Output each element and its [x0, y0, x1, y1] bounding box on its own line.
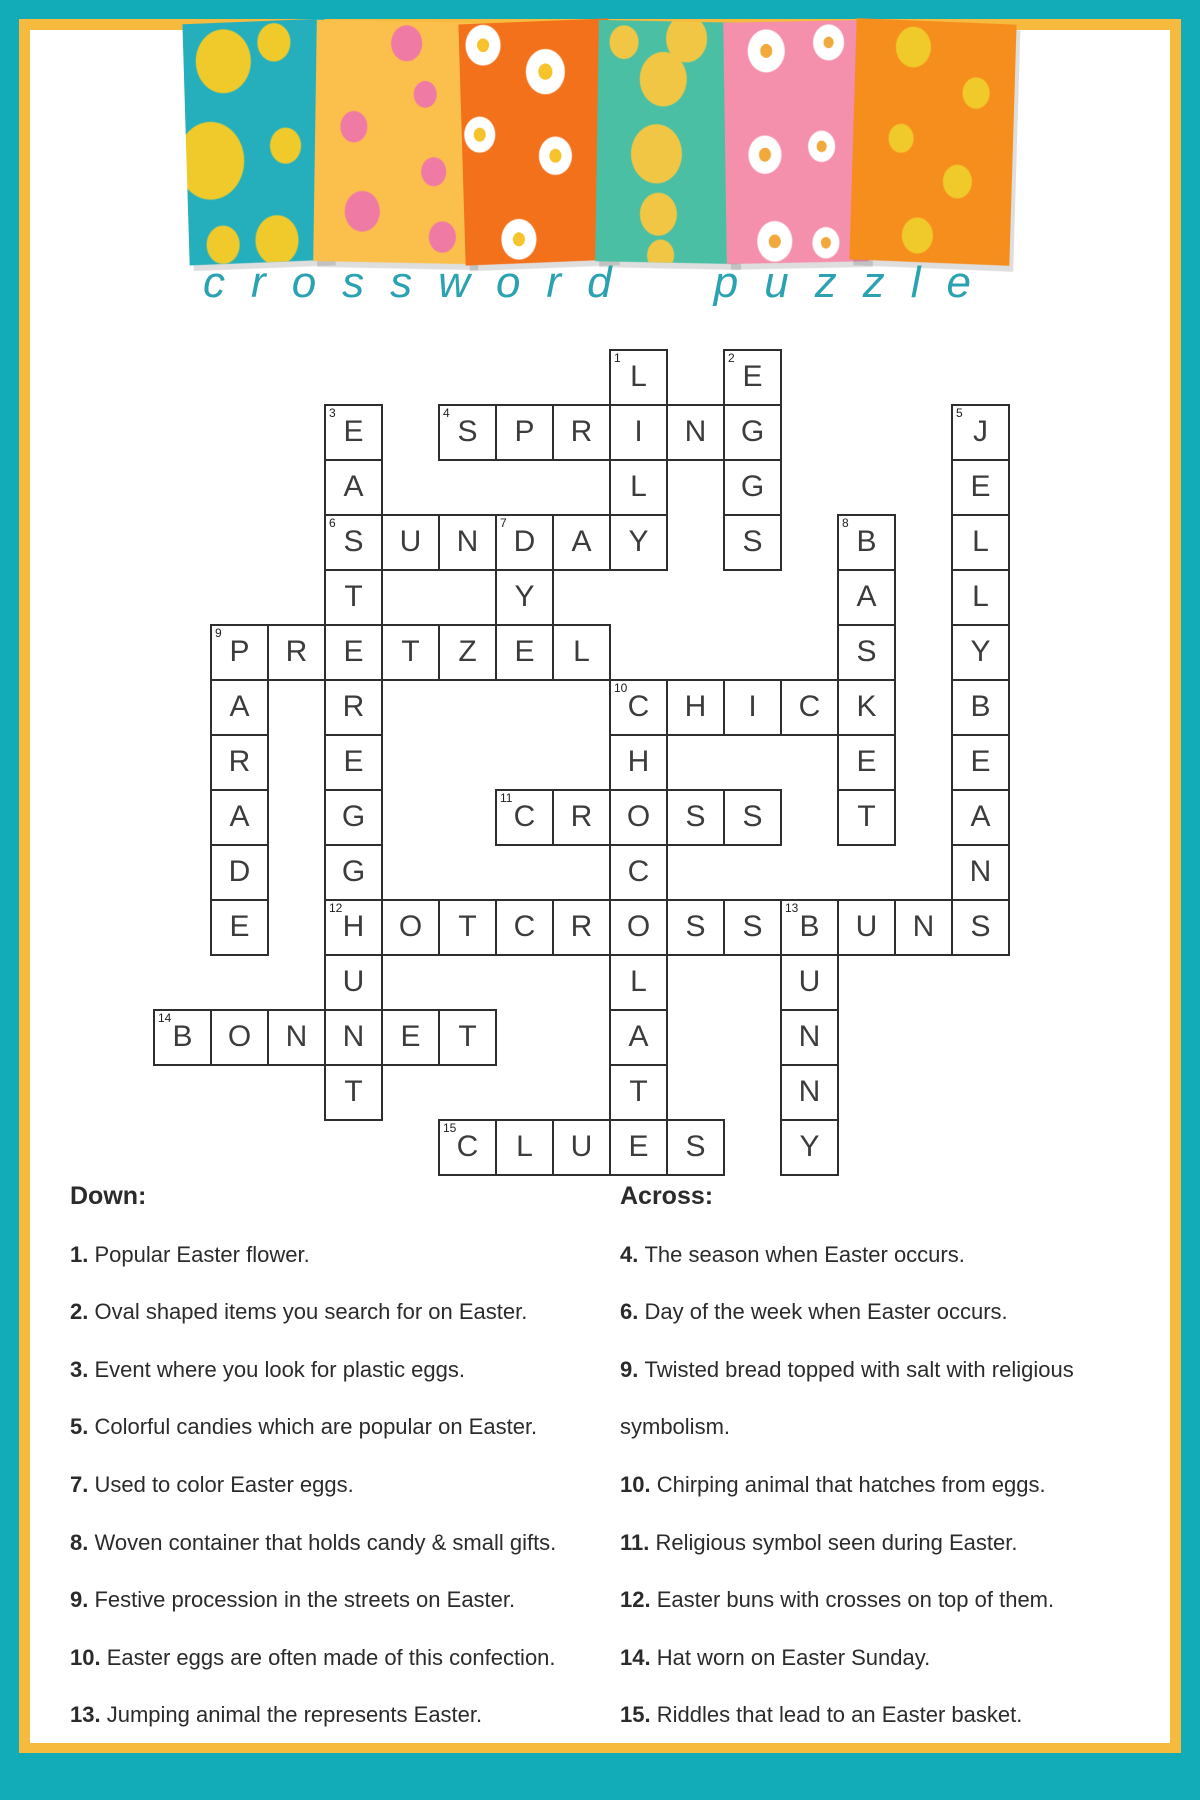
- cell-letter: R: [570, 910, 593, 943]
- grid-cell-r7-c14[interactable]: [951, 734, 1010, 791]
- cell-letter: H: [627, 745, 650, 778]
- frame-teal-bottom: [0, 1753, 1200, 1800]
- cell-letter: G: [341, 855, 366, 888]
- cell-number-1: 1: [614, 351, 621, 365]
- cell-letter: O: [626, 910, 651, 943]
- cell-letter: L: [630, 360, 647, 393]
- cell-letter: T: [458, 1020, 477, 1053]
- cell-letter: E: [628, 1130, 649, 1163]
- grid-cell-r10-c7[interactable]: [552, 899, 611, 956]
- cell-letter: T: [857, 800, 876, 833]
- grid-cell-r5-c1[interactable]: [210, 624, 269, 681]
- across-clue-6: [620, 1283, 1172, 1341]
- title-letter-t-3: [596, 20, 741, 264]
- grid-cell-r4-c3[interactable]: [324, 569, 383, 626]
- grid-cell-r2-c8[interactable]: [609, 459, 668, 516]
- down-clue-13: [70, 1686, 630, 1744]
- grid-cell-r2-c10[interactable]: [723, 459, 782, 516]
- grid-cell-r1-c9[interactable]: [666, 404, 725, 461]
- cell-letter: U: [798, 965, 821, 998]
- grid-cell-r10-c10[interactable]: [723, 899, 782, 956]
- cell-letter: L: [630, 965, 647, 998]
- down-clue-text: Easter eggs are often made of this confection.: [106, 1644, 556, 1670]
- across-clue-list: [620, 1226, 1172, 1744]
- across-clue-text: Chirping animal that hatches from eggs.: [656, 1471, 1046, 1497]
- grid-cell-r8-c14[interactable]: [951, 789, 1010, 846]
- title-letter-a-1: [313, 20, 478, 265]
- cell-letter: A: [571, 525, 592, 558]
- grid-cell-r9-c1[interactable]: [210, 844, 269, 901]
- grid-cell-r1-c10[interactable]: [723, 404, 782, 461]
- grid-cell-r5-c3[interactable]: [324, 624, 383, 681]
- cell-number-8: 8: [842, 516, 849, 530]
- cell-letter: G: [341, 800, 366, 833]
- grid-cell-r3-c3[interactable]: [324, 514, 383, 571]
- grid-cell-r5-c2[interactable]: [267, 624, 326, 681]
- across-heading: Across:: [620, 1182, 714, 1210]
- cell-letter: N: [456, 525, 479, 558]
- grid-cell-r10-c9[interactable]: [666, 899, 725, 956]
- grid-cell-r1-c7[interactable]: [552, 404, 611, 461]
- cell-letter: T: [629, 1075, 648, 1108]
- grid-cell-r11-c3[interactable]: [324, 954, 383, 1011]
- cell-number-3: 3: [329, 406, 336, 420]
- down-clue-text: Event where you look for plastic eggs.: [94, 1356, 465, 1382]
- grid-cell-r9-c14[interactable]: [951, 844, 1010, 901]
- grid-cell-r12-c2[interactable]: [267, 1009, 326, 1066]
- cell-letter: N: [342, 1020, 365, 1053]
- cell-letter: B: [799, 910, 820, 943]
- cell-letter: U: [399, 525, 422, 558]
- cell-letter: E: [970, 470, 991, 503]
- grid-cell-r4-c12[interactable]: [837, 569, 896, 626]
- cell-letter: I: [634, 415, 643, 448]
- across-clue-text: Easter buns with crosses on top of them.: [656, 1587, 1055, 1613]
- grid-cell-r6-c14[interactable]: [951, 679, 1010, 736]
- down-heading: Down:: [70, 1182, 147, 1210]
- down-clue-text: Woven container that holds candy & small gifts.: [94, 1529, 557, 1555]
- cell-number-14: 14: [158, 1011, 172, 1025]
- grid-cell-r10-c13[interactable]: [894, 899, 953, 956]
- across-clue-number: 4.: [620, 1241, 645, 1267]
- grid-cell-r4-c6[interactable]: [495, 569, 554, 626]
- grid-cell-r8-c10[interactable]: [723, 789, 782, 846]
- across-clues-column: [620, 1168, 1172, 1744]
- title-letter-e-0: [183, 19, 332, 266]
- grid-cell-r12-c1[interactable]: [210, 1009, 269, 1066]
- grid-cell-r6-c8[interactable]: [609, 679, 668, 736]
- down-clue-2: [70, 1283, 630, 1341]
- down-clue-text: Oval shaped items you search for on Easter.: [94, 1299, 528, 1325]
- cell-letter: O: [398, 910, 423, 943]
- cell-number-9: 9: [215, 626, 222, 640]
- grid-cell-r10-c14[interactable]: [951, 899, 1010, 956]
- cell-letter: S: [685, 1130, 706, 1163]
- cell-letter: E: [343, 415, 364, 448]
- grid-cell-r5-c6[interactable]: [495, 624, 554, 681]
- cell-letter: S: [742, 525, 763, 558]
- down-clue-number: 10.: [70, 1644, 107, 1670]
- down-clue-8: [70, 1514, 630, 1572]
- grid-cell-r10-c4[interactable]: [381, 899, 440, 956]
- cell-letter: U: [342, 965, 365, 998]
- cell-letter: B: [172, 1020, 193, 1053]
- cell-letter: T: [344, 1075, 363, 1108]
- grid-cell-r3-c12[interactable]: [837, 514, 896, 571]
- grid-cell-r2-c14[interactable]: [951, 459, 1010, 516]
- cell-letter: E: [856, 745, 877, 778]
- cell-letter: K: [856, 690, 877, 723]
- cell-letter: C: [513, 800, 536, 833]
- title-letter-s-2: [458, 18, 615, 265]
- down-clue-text: Colorful candies which are popular on Easter.: [94, 1414, 538, 1440]
- cell-letter: N: [684, 415, 707, 448]
- cell-letter: P: [514, 415, 535, 448]
- grid-cell-r8-c1[interactable]: [210, 789, 269, 846]
- cell-letter: G: [740, 470, 765, 503]
- grid-cell-r5-c14[interactable]: [951, 624, 1010, 681]
- cell-letter: E: [742, 360, 763, 393]
- grid-cell-r5-c5[interactable]: [438, 624, 497, 681]
- grid-cell-r12-c5[interactable]: [438, 1009, 497, 1066]
- cell-letter: I: [748, 690, 757, 723]
- down-clue-10: [70, 1629, 630, 1687]
- cell-letter: C: [513, 910, 536, 943]
- grid-cell-r9-c3[interactable]: [324, 844, 383, 901]
- cell-letter: T: [344, 580, 363, 613]
- cell-number-11: 11: [500, 791, 513, 805]
- grid-cell-r4-c14[interactable]: [951, 569, 1010, 626]
- across-clue-number: 10.: [620, 1471, 657, 1497]
- across-clue-text: Twisted bread topped with salt with religious symbolism.: [620, 1356, 1074, 1440]
- across-clue-4: [620, 1226, 1172, 1284]
- down-clue-number: 2.: [70, 1299, 95, 1325]
- grid-cell-r12-c4[interactable]: [381, 1009, 440, 1066]
- across-clue-15: [620, 1686, 1172, 1744]
- cell-letter: B: [856, 525, 877, 558]
- cell-number-4: 4: [443, 406, 450, 420]
- grid-cell-r1-c14[interactable]: [951, 404, 1010, 461]
- grid-cell-r11-c11[interactable]: [780, 954, 839, 1011]
- grid-cell-r5-c4[interactable]: [381, 624, 440, 681]
- down-clue-number: 8.: [70, 1529, 95, 1555]
- cell-letter: R: [570, 415, 593, 448]
- cell-letter: N: [798, 1020, 821, 1053]
- cell-letter: B: [970, 690, 991, 723]
- grid-cell-r3-c7[interactable]: [552, 514, 611, 571]
- grid-cell-r8-c12[interactable]: [837, 789, 896, 846]
- cell-letter: D: [513, 525, 536, 558]
- down-clues-column: [70, 1168, 630, 1744]
- grid-cell-r8-c9[interactable]: [666, 789, 725, 846]
- grid-cell-r3-c8[interactable]: [609, 514, 668, 571]
- cell-letter: C: [627, 690, 650, 723]
- across-clue-number: 14.: [620, 1644, 657, 1670]
- crossword-puzzle-subtitle: crossword puzzle: [203, 258, 997, 307]
- down-clue-3: [70, 1341, 630, 1399]
- cell-letter: C: [456, 1130, 479, 1163]
- cell-letter: Z: [458, 635, 477, 668]
- grid-cell-r3-c5[interactable]: [438, 514, 497, 571]
- across-clue-10: [620, 1456, 1172, 1514]
- down-clue-number: 7.: [70, 1471, 95, 1497]
- across-clue-number: 6.: [620, 1299, 645, 1325]
- cell-letter: L: [573, 635, 590, 668]
- grid-cell-r10-c3[interactable]: [324, 899, 383, 956]
- grid-cell-r1-c8[interactable]: [609, 404, 668, 461]
- cell-letter: C: [798, 690, 821, 723]
- cell-letter: H: [684, 690, 707, 723]
- cell-letter: N: [969, 855, 992, 888]
- cell-letter: Y: [970, 635, 991, 668]
- easter-title: [0, 38, 1200, 246]
- grid-cell-r6-c12[interactable]: [837, 679, 896, 736]
- grid-cell-r5-c12[interactable]: [837, 624, 896, 681]
- cell-letter: S: [343, 525, 364, 558]
- cell-letter: Y: [514, 580, 535, 613]
- cell-letter: U: [570, 1130, 593, 1163]
- cell-number-6: 6: [329, 516, 336, 530]
- cell-letter: P: [229, 635, 250, 668]
- grid-cell-r3-c6[interactable]: [495, 514, 554, 571]
- cell-number-7: 7: [500, 516, 507, 530]
- cell-number-12: 12: [329, 901, 343, 915]
- cell-letter: D: [228, 855, 251, 888]
- cell-letter: A: [229, 690, 250, 723]
- down-clue-7: [70, 1456, 630, 1514]
- grid-cell-r7-c3[interactable]: [324, 734, 383, 791]
- cell-letter: N: [912, 910, 935, 943]
- cell-letter: N: [285, 1020, 308, 1053]
- grid-cell-r8-c3[interactable]: [324, 789, 383, 846]
- across-clue-text: Hat worn on Easter Sunday.: [656, 1644, 931, 1670]
- grid-cell-r7-c1[interactable]: [210, 734, 269, 791]
- cell-letter: R: [228, 745, 251, 778]
- cell-letter: T: [458, 910, 477, 943]
- across-clue-text: Day of the week when Easter occurs.: [644, 1299, 1008, 1325]
- cell-letter: R: [570, 800, 593, 833]
- cell-letter: T: [401, 635, 420, 668]
- down-clue-number: 1.: [70, 1241, 95, 1267]
- grid-cell-r10-c8[interactable]: [609, 899, 668, 956]
- grid-cell-r1-c5[interactable]: [438, 404, 497, 461]
- grid-cell-r6-c3[interactable]: [324, 679, 383, 736]
- down-clue-1: [70, 1226, 630, 1284]
- cell-letter: E: [970, 745, 991, 778]
- grid-cell-r12-c11[interactable]: [780, 1009, 839, 1066]
- grid-cell-r8-c6[interactable]: [495, 789, 554, 846]
- cell-letter: S: [742, 910, 763, 943]
- grid-cell-r12-c3[interactable]: [324, 1009, 383, 1066]
- grid-cell-r13-c11[interactable]: [780, 1064, 839, 1121]
- cell-letter: A: [343, 470, 364, 503]
- cell-letter: U: [855, 910, 878, 943]
- grid-cell-r11-c8[interactable]: [609, 954, 668, 1011]
- across-clue-11: [620, 1514, 1172, 1572]
- cell-number-5: 5: [956, 406, 963, 420]
- down-clue-number: 5.: [70, 1414, 95, 1440]
- cell-letter: L: [516, 1130, 533, 1163]
- cell-letter: Y: [628, 525, 649, 558]
- grid-cell-r5-c7[interactable]: [552, 624, 611, 681]
- cell-letter: L: [972, 580, 989, 613]
- cell-letter: C: [627, 855, 650, 888]
- grid-cell-r8-c8[interactable]: [609, 789, 668, 846]
- grid-cell-r6-c10[interactable]: [723, 679, 782, 736]
- down-clue-number: 3.: [70, 1356, 95, 1382]
- grid-cell-r13-c3[interactable]: [324, 1064, 383, 1121]
- cell-number-10: 10: [614, 681, 628, 695]
- grid-cell-r1-c6[interactable]: [495, 404, 554, 461]
- cell-letter: S: [685, 910, 706, 943]
- cell-letter: A: [856, 580, 877, 613]
- down-clue-text: Used to color Easter eggs.: [94, 1471, 354, 1497]
- cell-letter: E: [343, 635, 364, 668]
- grid-cell-r12-c0[interactable]: [153, 1009, 212, 1066]
- cell-letter: G: [740, 415, 765, 448]
- across-clue-12: [620, 1571, 1172, 1629]
- cell-letter: S: [856, 635, 877, 668]
- grid-cell-r8-c7[interactable]: [552, 789, 611, 846]
- grid-cell-r10-c11[interactable]: [780, 899, 839, 956]
- cell-letter: J: [973, 415, 988, 448]
- cell-letter: A: [229, 800, 250, 833]
- cell-letter: H: [342, 910, 365, 943]
- grid-cell-r9-c8[interactable]: [609, 844, 668, 901]
- title-letter-e-4: [723, 20, 869, 264]
- cell-letter: O: [227, 1020, 252, 1053]
- down-clue-text: Festive procession in the streets on Easter.: [94, 1587, 516, 1613]
- cell-letter: S: [742, 800, 763, 833]
- down-clue-text: Popular Easter flower.: [94, 1241, 310, 1267]
- frame-gold-bottom: [19, 1743, 1181, 1753]
- cell-number-13: 13: [785, 901, 799, 915]
- cell-letter: S: [970, 910, 991, 943]
- cell-letter: R: [342, 690, 365, 723]
- across-clue-number: 15.: [620, 1702, 657, 1728]
- down-clue-list: [70, 1226, 630, 1744]
- down-clue-number: 9.: [70, 1587, 95, 1613]
- grid-cell-r1-c3[interactable]: [324, 404, 383, 461]
- grid-cell-r6-c1[interactable]: [210, 679, 269, 736]
- cell-letter: E: [514, 635, 535, 668]
- cell-letter: Y: [799, 1130, 820, 1163]
- across-clue-14: [620, 1629, 1172, 1687]
- cell-letter: L: [972, 525, 989, 558]
- cell-letter: R: [285, 635, 308, 668]
- grid-cell-r10-c12[interactable]: [837, 899, 896, 956]
- grid-cell-r6-c9[interactable]: [666, 679, 725, 736]
- grid-cell-r7-c8[interactable]: [609, 734, 668, 791]
- cell-number-15: 15: [443, 1121, 457, 1135]
- cell-letter: E: [400, 1020, 421, 1053]
- grid-cell-r12-c8[interactable]: [609, 1009, 668, 1066]
- grid-cell-r10-c5[interactable]: [438, 899, 497, 956]
- across-clue-text: The season when Easter occurs.: [644, 1241, 965, 1267]
- across-clue-number: 11.: [620, 1529, 656, 1555]
- title-letter-r-5: [850, 18, 1017, 266]
- grid-cell-r3-c4[interactable]: [381, 514, 440, 571]
- across-clue-9: [620, 1341, 1172, 1456]
- grid-cell-r0-c8[interactable]: [609, 349, 668, 406]
- down-clue-text: Jumping animal the represents Easter.: [106, 1702, 483, 1728]
- grid-cell-r10-c1[interactable]: [210, 899, 269, 956]
- across-clue-text: Religious symbol seen during Easter.: [655, 1529, 1018, 1555]
- down-clue-9: [70, 1571, 630, 1629]
- grid-cell-r13-c8[interactable]: [609, 1064, 668, 1121]
- cell-number-2: 2: [728, 351, 735, 365]
- grid-cell-r3-c14[interactable]: [951, 514, 1010, 571]
- cell-letter: O: [626, 800, 651, 833]
- across-clue-text: Riddles that lead to an Easter basket.: [656, 1702, 1023, 1728]
- cell-letter: E: [229, 910, 250, 943]
- down-clue-number: 13.: [70, 1702, 107, 1728]
- across-clue-number: 9.: [620, 1356, 645, 1382]
- grid-cell-r0-c10[interactable]: [723, 349, 782, 406]
- cell-letter: A: [628, 1020, 649, 1053]
- across-clue-number: 12.: [620, 1587, 657, 1613]
- cell-letter: S: [685, 800, 706, 833]
- grid-cell-r7-c12[interactable]: [837, 734, 896, 791]
- cell-letter: N: [798, 1075, 821, 1108]
- down-clue-5: [70, 1398, 630, 1456]
- cell-letter: S: [457, 415, 478, 448]
- cell-letter: A: [970, 800, 991, 833]
- grid-cell-r10-c6[interactable]: [495, 899, 554, 956]
- grid-cell-r2-c3[interactable]: [324, 459, 383, 516]
- grid-cell-r3-c10[interactable]: [723, 514, 782, 571]
- grid-cell-r6-c11[interactable]: [780, 679, 839, 736]
- cell-letter: E: [343, 745, 364, 778]
- cell-letter: L: [630, 470, 647, 503]
